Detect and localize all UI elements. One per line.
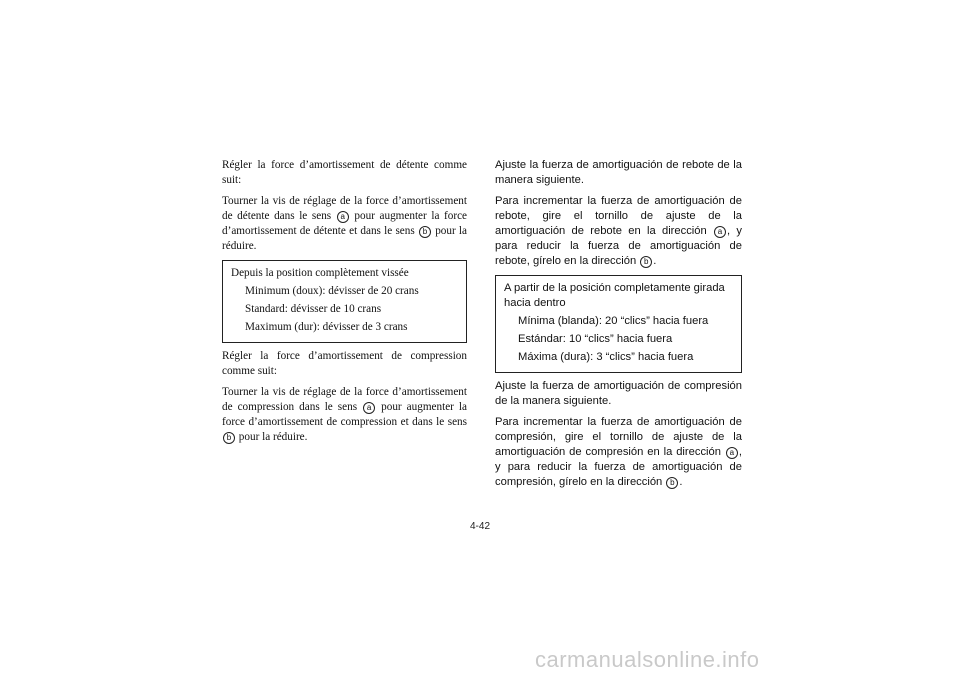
es-box-heading: A partir de la posición completamente girada hacia dentro (504, 282, 725, 309)
es-settings-box (495, 275, 742, 373)
es-paragraph-4: Para incrementar la fuerza de amortiguación de compresión, gire el tornillo de ajuste de la amortiguación de compresión en la dirección a , y para reducir la fuerza de amortiguación de compresión, gírelo en la dirección b . (495, 416, 742, 488)
es-box-item: Estándar: 10 “clics” hacia fuera (518, 333, 673, 345)
fr-box-heading: Depuis la position complètement vissée (231, 267, 409, 279)
fr-box-item: Minimum (doux): dévisser de 20 crans (245, 285, 419, 297)
es-paragraph-2: Para incrementar la fuerza de amortiguación de rebote, gire el tornillo de ajuste de la amortiguación de rebote en la dirección a , y para reducir la fuerza de amortiguación de rebote, gírelo en la dirección b . (495, 195, 743, 267)
fr-paragraph-3: Régler la force d’amortissement de compression comme suit: (222, 350, 467, 377)
spanish-column (495, 158, 742, 496)
watermark: carmanualsonline.info (535, 647, 760, 672)
direction-b-marker: b (640, 256, 652, 268)
fr-box-item: Maximum (dur): dévisser de 3 crans (245, 321, 408, 333)
fr-settings-box (222, 260, 467, 343)
fr-paragraph-2: Tourner la vis de réglage de la force d’amortissement de détente dans le sens a pour augmenter la force d’amortissement de détente et dans le sens b pour la réduire. (222, 195, 468, 252)
es-box-item: Mínima (blanda): 20 “clics” hacia fuera (518, 315, 709, 327)
french-column (222, 158, 467, 451)
direction-a-marker: a (337, 211, 349, 223)
page-number: 4-42 (470, 521, 491, 532)
es-paragraph-1: Ajuste la fuerza de amortiguación de rebote de la manera siguiente. (495, 159, 742, 186)
fr-box-item: Standard: dévisser de 10 crans (245, 303, 382, 315)
es-box-item: Máxima (dura): 3 “clics” hacia fuera (518, 351, 694, 363)
direction-a-marker: a (363, 402, 375, 414)
direction-b-marker: b (666, 477, 678, 489)
fr-paragraph-1: Régler la force d’amortissement de détente comme suit: (222, 159, 467, 186)
fr-paragraph-4: Tourner la vis de réglage de la force d’amortissement de compression dans le sens a pour augmenter la force d’amortissement de compression et dans le sens b pour la réduire. (222, 386, 467, 443)
direction-a-marker: a (714, 226, 726, 238)
direction-a-marker: a (726, 447, 738, 459)
direction-b-marker: b (419, 226, 431, 238)
es-paragraph-3: Ajuste la fuerza de amortiguación de compresión de la manera siguiente. (495, 380, 742, 407)
direction-b-marker: b (223, 432, 235, 444)
